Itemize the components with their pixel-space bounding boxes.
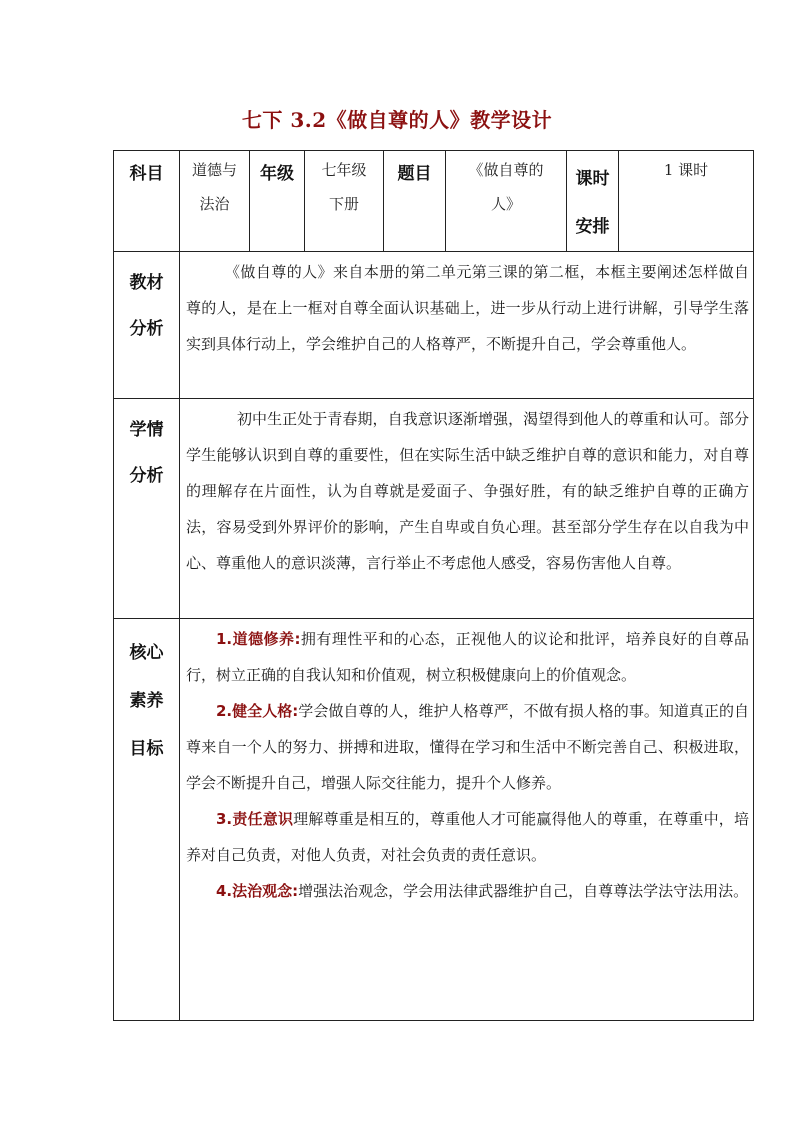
learner-label xyxy=(114,399,180,619)
document-title: 七下 3.2《做自尊的人》教学设计 xyxy=(241,108,553,132)
textbook-label-line2: 分析 xyxy=(129,319,164,339)
header-row xyxy=(114,151,754,252)
goal-item xyxy=(186,621,749,693)
goal-text: 拥有理性平和的心态，正视他人的议论和批评，培养良好的自尊品行，树立正确的自我认知和价值观，树立积极健康向上的价值观念。 xyxy=(186,630,749,684)
goal-heading: 2.健全人格: xyxy=(216,702,299,720)
learner-analysis-text: 初中生正处于青春期，自我意识逐渐增强，渴望得到他人的尊重和认可。部分学生能够认识到自尊的重要性，但在实际生活中缺乏维护自尊的意识和能力，对自尊的理解存在片面性，认为自尊就是爱面子、争强好胜，有的缺乏维护自尊的正确方法，容易受到外界评价的影响，产生自卑或自负心理。甚至部分学生存在以自我为中心、尊重他人的意识淡薄，言行举止不考虑他人感受，容易伤害他人自尊。 xyxy=(186,410,749,572)
textbook-analysis xyxy=(180,252,754,399)
time-label-line1: 课时 xyxy=(575,169,610,189)
core-literacy-goals xyxy=(180,619,754,1021)
textbook-label-line1: 教材 xyxy=(129,273,164,293)
grade-value xyxy=(305,151,384,252)
goal-item xyxy=(186,873,749,909)
learner-analysis xyxy=(180,399,754,619)
lesson-plan-table xyxy=(113,150,754,1021)
textbook-row xyxy=(114,252,754,399)
subject-value-line2: 法治 xyxy=(199,195,230,213)
topic-value-line1: 《做自尊的 xyxy=(468,161,544,179)
topic-value xyxy=(446,151,567,252)
goals-row xyxy=(114,619,754,1021)
goal-text: 学会做自尊的人，维护人格尊严，不做有损人格的事。知道真正的自尊来自一个人的努力、拼搏和进取，懂得在学习和生活中不断完善自己、积极进取，学会不断提升自己，增强人际交往能力，提升个人修养。 xyxy=(186,702,749,792)
goals-label-line2: 素养 xyxy=(129,691,164,711)
goals-label xyxy=(114,619,180,1021)
subject-label: 科目 xyxy=(114,151,180,252)
topic-label: 题目 xyxy=(384,151,446,252)
goal-item xyxy=(186,693,749,801)
subject-value-line1: 道德与 xyxy=(191,161,237,179)
goal-text: 理解尊重是相互的，尊重他人才可能赢得他人的尊重，在尊重中，培养对自己负责，对他人负责，对社会负责的责任意识。 xyxy=(186,810,749,864)
goal-heading: 4.法治观念: xyxy=(216,882,299,900)
goals-label-line1: 核心 xyxy=(129,643,164,663)
subject-value xyxy=(180,151,250,252)
learner-label-line1: 学情 xyxy=(129,420,164,440)
textbook-analysis-text: 《做自尊的人》来自本册的第二单元第三课的第二框，本框主要阐述怎样做自尊的人，是在上一框对自尊全面认识基础上，进一步从行动上进行讲解，引导学生落实到具体行动上，学会维护自己的人格尊严，不断提升自己，学会尊重他人。 xyxy=(186,263,749,353)
goals-label-line3: 目标 xyxy=(129,739,164,759)
grade-value-line1: 七年级 xyxy=(321,161,367,179)
grade-label: 年级 xyxy=(250,151,305,252)
time-label-line2: 安排 xyxy=(575,217,610,237)
textbook-label xyxy=(114,252,180,399)
goal-heading: 3.责任意识 xyxy=(216,810,294,828)
time-label xyxy=(567,151,619,252)
topic-value-line2: 人》 xyxy=(490,195,521,213)
time-value: 1 课时 xyxy=(619,151,754,252)
learner-row xyxy=(114,399,754,619)
goal-heading: 1.道德修养: xyxy=(216,630,301,648)
learner-label-line2: 分析 xyxy=(129,466,164,486)
goal-item xyxy=(186,801,749,873)
goal-text: 增强法治观念，学会用法律武器维护自己，自尊尊法学法守法用法。 xyxy=(298,882,749,900)
grade-value-line2: 下册 xyxy=(328,195,359,213)
